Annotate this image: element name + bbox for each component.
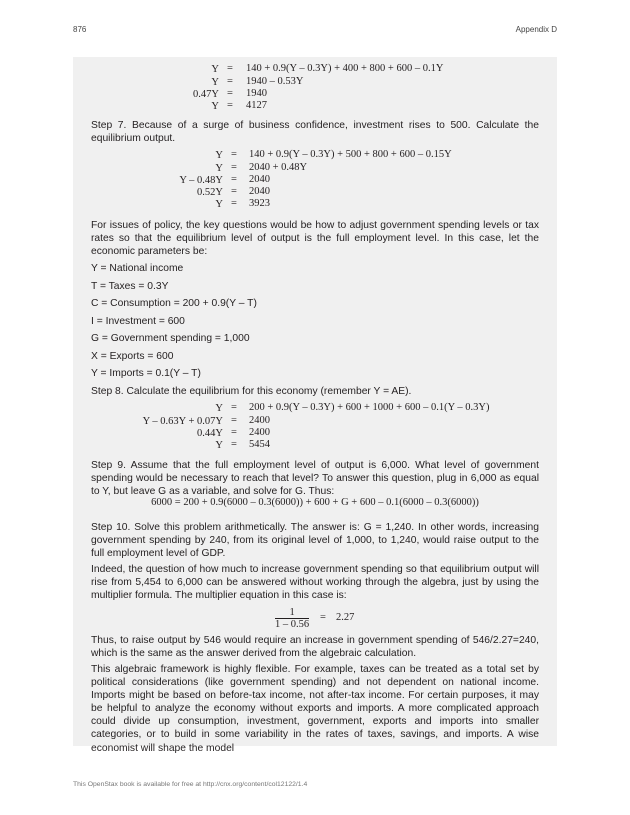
eq-right: 2040 + 0.48Y [249,162,308,173]
eq-right: 2040 [249,174,270,185]
footer-note: This OpenStax book is available for free at http://cnx.org/content/col12122/1.4 [73,781,308,788]
eq-equals: = [231,198,237,209]
eq-equals: = [227,76,233,87]
eq-equals: = [231,427,237,438]
fraction-numerator: 1 [275,607,309,619]
eq-equals: = [231,439,237,450]
eq-left: Y [215,403,223,414]
eq-right: 2400 [249,427,270,438]
step10-text: Step 10. Solve this problem arithmetically. The answer is: G = 1,240. In other words, increasing government spending by 240, from its original level of 1,000, to 1,240, would raise output to the full employment level of GDP. [91,522,539,560]
param-item: I = Investment = 600 [91,316,185,327]
eq-left: Y [215,150,223,161]
eq-equals: = [231,162,237,173]
multiplier-equals: = [320,612,326,623]
eq-equals: = [227,63,233,74]
page-number: 876 [73,25,87,34]
step9-text: Step 9. Assume that the full employment level of output is 6,000. What level of government spending would be necessary to reach that level? To answer this question, plug in 6,000 as equal to Y, but leave G as a variable, and solve for G. Thus: [91,460,539,498]
eq-left: Y [215,199,223,210]
eq-left: Y – 0.63Y + 0.07Y [142,416,223,427]
param-item: X = Exports = 600 [91,351,174,362]
eq-left: Y [211,77,219,88]
thus-text: Thus, to raise output by 546 would require an increase in government spending of 546/2.27=240, which is the same as the answer derived from the algebraic calculation. [91,635,539,660]
eq-right: 1940 [246,88,267,99]
eq-right: 5454 [249,439,270,450]
eq-row [91,149,223,162]
running-header: Appendix D [515,25,557,34]
eq-row [91,63,219,76]
eq-right: 2040 [249,186,270,197]
eq-equals: = [227,100,233,111]
param-item: T = Taxes = 0.3Y [91,281,169,292]
eq-right: 2400 [249,415,270,426]
eq-equals: = [231,149,237,160]
eq-left: Y [211,101,219,112]
eq-equals: = [227,88,233,99]
multiplier-fraction [275,607,309,630]
fraction-denominator: 1 – 0.56 [275,619,310,630]
param-item: C = Consumption = 200 + 0.9(Y – T) [91,298,257,309]
eq-left: 0.47Y [193,89,219,100]
param-item: G = Government spending = 1,000 [91,333,250,344]
step7-text: Step 7. Because of a surge of business confidence, investment rises to 500. Calculate the equilibrium output. [91,120,539,145]
eq-left: Y [211,64,219,75]
eq-left: Y – 0.48Y [179,175,223,186]
eq-right: 140 + 0.9(Y – 0.3Y) + 500 + 800 + 600 – 0.15Y [249,149,452,160]
eq-equals: = [231,402,237,413]
eq-right: 200 + 0.9(Y – 0.3Y) + 600 + 1000 + 600 – 0.1(Y – 0.3Y) [249,402,490,413]
eq-right: 1940 – 0.53Y [246,76,304,87]
eq-row [91,439,223,452]
eq-left: 0.52Y [197,187,223,198]
eq-row [91,402,223,415]
eq-equals: = [231,186,237,197]
multiplier-text: Indeed, the question of how much to increase government spending so that equilibrium output will rise from 5,454 to 6,000 can be answered without working through the algebra, just by using the multiplier formula. The multiplier equation in this case is: [91,564,539,602]
eq-left: Y [215,440,223,451]
param-item: Y = National income [91,263,184,274]
eq-equals: = [231,174,237,185]
eq-left: 0.44Y [197,428,223,439]
flexible-text: This algebraic framework is highly flexible. For example, taxes can be treated as a total set by political considerations (like government spending) and not dependent on national income. Imports might be based on before-tax income, not after-tax income. For certain purposes, it may be helpful to analyze the economy without exports and imports. A more complicated approach could divide up consumption, investment, government, exports and imports into smaller categories, or to build in some variability in the rates of taxes, savings, and imports. A wise economist will shape the model [91,664,539,754]
multiplier-value: 2.27 [336,612,355,623]
eq-right: 4127 [246,100,267,111]
eq-equals: = [231,415,237,426]
param-item: Y = Imports = 0.1(Y – T) [91,368,201,379]
eq-row [91,100,219,113]
step8-text: Step 8. Calculate the equilibrium for this economy (remember Y = AE). [91,386,412,397]
policy-text: For issues of policy, the key questions would be how to adjust government spending levels or tax rates so that the equilibrium level of output is the full employment level. In this case, let the economic parameters be: [91,220,539,258]
step9-equation: 6000 = 200 + 0.9(6000 – 0.3(6000)) + 600 + G + 600 – 0.1(6000 – 0.3(6000)) [151,497,479,508]
content-box [73,57,557,754]
eq-left: Y [215,163,223,174]
eq-right: 140 + 0.9(Y – 0.3Y) + 400 + 800 + 600 – 0.1Y [246,63,444,74]
eq-right: 3923 [249,198,270,209]
eq-row [91,198,223,211]
